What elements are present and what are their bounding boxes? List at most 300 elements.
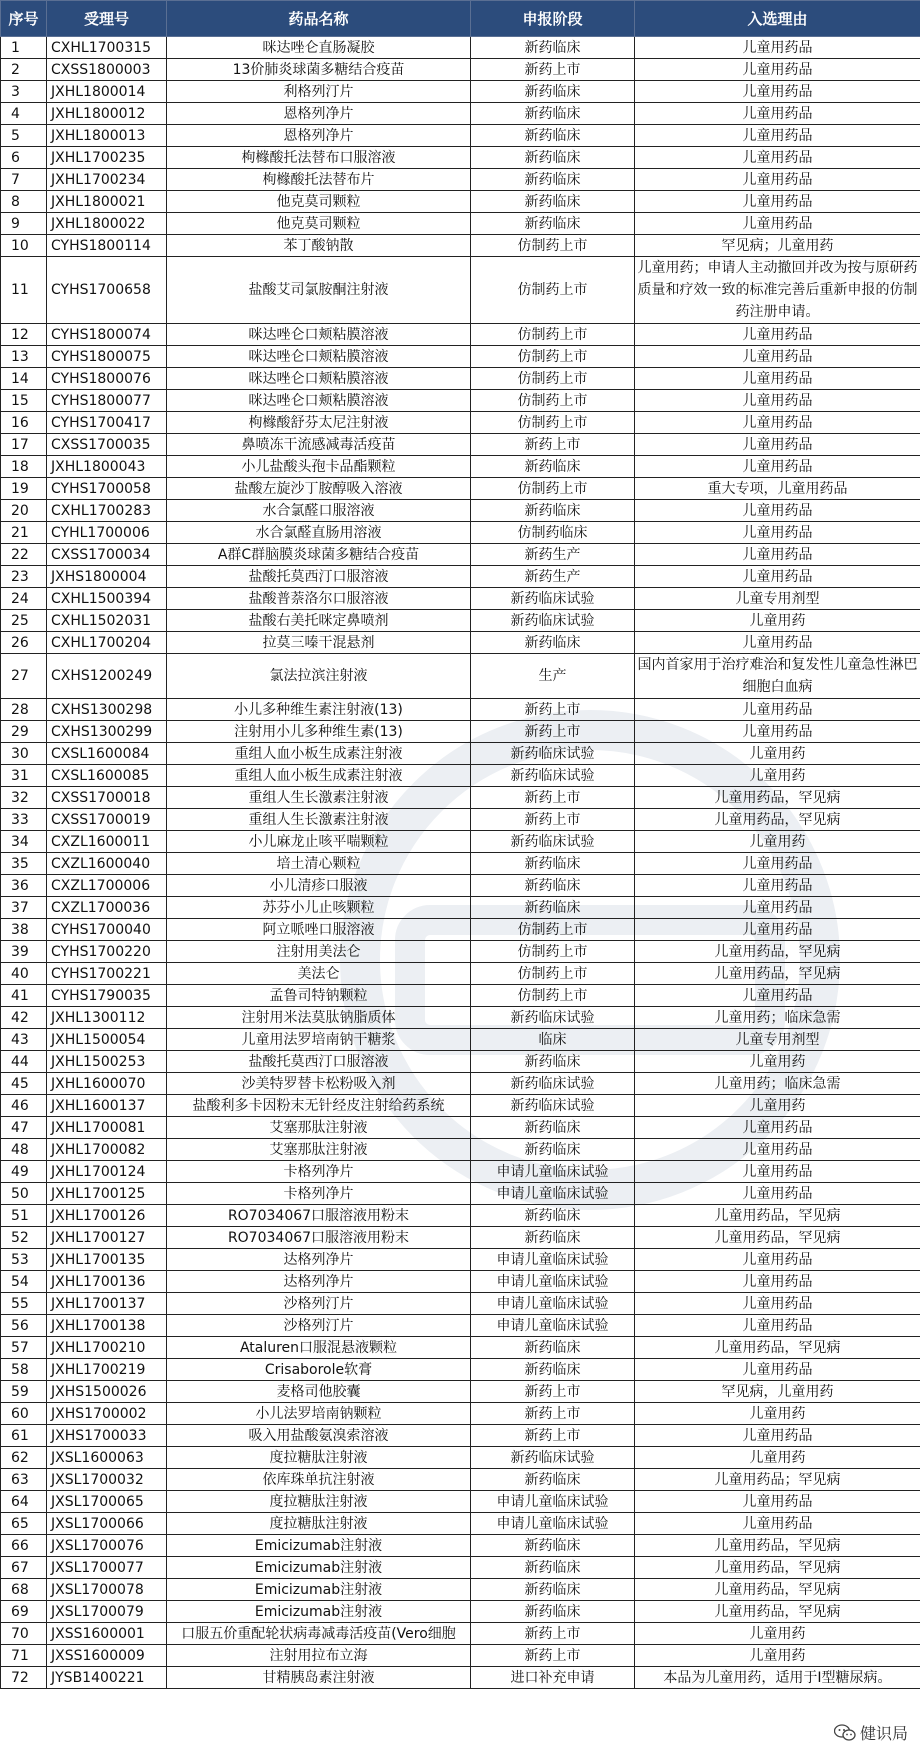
stage-cell: 仿制药上市 <box>471 324 635 346</box>
table-row <box>1 456 920 478</box>
table-row <box>1 1271 920 1293</box>
drug-name-cell: 卡格列净片 <box>167 1161 471 1183</box>
index-cell: 16 <box>1 412 47 434</box>
acceptance-no-cell: CYHS1700220 <box>47 941 167 963</box>
reason-cell: 儿童用药品，罕见病 <box>635 1535 920 1557</box>
reason-cell: 儿童用药品 <box>635 1183 920 1205</box>
index-cell: 53 <box>1 1249 47 1271</box>
table-row <box>1 1315 920 1337</box>
index-cell: 20 <box>1 500 47 522</box>
stage-cell: 仿制药临床 <box>471 522 635 544</box>
stage-cell: 新药生产 <box>471 566 635 588</box>
index-cell: 40 <box>1 963 47 985</box>
acceptance-no-cell: CXHL1700315 <box>47 37 167 59</box>
acceptance-no-cell: JXHL1700138 <box>47 1315 167 1337</box>
stage-cell: 新药临床试验 <box>471 1447 635 1469</box>
stage-cell: 新药上市 <box>471 809 635 831</box>
table-row <box>1 1161 920 1183</box>
reason-cell: 本品为儿童用药，适用于I型糖尿病。 <box>635 1667 920 1689</box>
acceptance-no-cell: JXHL1700219 <box>47 1359 167 1381</box>
index-cell: 69 <box>1 1601 47 1623</box>
index-cell: 38 <box>1 919 47 941</box>
index-cell: 25 <box>1 610 47 632</box>
reason-cell: 罕见病，儿童用药 <box>635 1381 920 1403</box>
acceptance-no-cell: JXHL1800021 <box>47 191 167 213</box>
index-cell: 51 <box>1 1205 47 1227</box>
acceptance-no-cell: CXSS1700018 <box>47 787 167 809</box>
index-cell: 29 <box>1 721 47 743</box>
acceptance-no-cell: JXHS1500026 <box>47 1381 167 1403</box>
acceptance-no-cell: JXHL1500054 <box>47 1029 167 1051</box>
index-cell: 66 <box>1 1535 47 1557</box>
reason-cell: 儿童用药 <box>635 1403 920 1425</box>
acceptance-no-cell: CXHL1700283 <box>47 500 167 522</box>
table-row <box>1 1403 920 1425</box>
index-cell: 27 <box>1 654 47 699</box>
index-cell: 67 <box>1 1557 47 1579</box>
drug-name-cell: 恩格列净片 <box>167 103 471 125</box>
reason-cell: 儿童用药品，罕见病 <box>635 1557 920 1579</box>
index-cell: 30 <box>1 743 47 765</box>
index-cell: 41 <box>1 985 47 1007</box>
table-row <box>1 566 920 588</box>
table-row <box>1 809 920 831</box>
drug-name-cell: 咪达唑仑口颊粘膜溶液 <box>167 324 471 346</box>
drug-name-cell: 沙格列汀片 <box>167 1293 471 1315</box>
drug-name-cell: 小儿多种维生素注射液(13) <box>167 699 471 721</box>
acceptance-no-cell: CYHL1700006 <box>47 522 167 544</box>
table-row <box>1 831 920 853</box>
table-row <box>1 1645 920 1667</box>
stage-cell: 新药临床 <box>471 1359 635 1381</box>
acceptance-no-cell: JXHL1800022 <box>47 213 167 235</box>
drug-name-cell: 枸橼酸托法替布片 <box>167 169 471 191</box>
reason-cell: 儿童用药品，罕见病 <box>635 1227 920 1249</box>
table-row <box>1 1183 920 1205</box>
table-row <box>1 1359 920 1381</box>
drug-name-cell: A群C群脑膜炎球菌多糖结合疫苗 <box>167 544 471 566</box>
drug-name-cell: 氯法拉滨注射液 <box>167 654 471 699</box>
table-row <box>1 721 920 743</box>
table-row <box>1 522 920 544</box>
acceptance-no-cell: CXZL1600011 <box>47 831 167 853</box>
index-cell: 18 <box>1 456 47 478</box>
index-cell: 21 <box>1 522 47 544</box>
acceptance-no-cell: JXHL1800012 <box>47 103 167 125</box>
stage-cell: 新药上市 <box>471 59 635 81</box>
stage-cell: 新药临床 <box>471 1579 635 1601</box>
stage-cell: 仿制药上市 <box>471 368 635 390</box>
stage-cell: 仿制药上市 <box>471 941 635 963</box>
acceptance-no-cell: JXHL1700126 <box>47 1205 167 1227</box>
table-row <box>1 1051 920 1073</box>
table-row <box>1 103 920 125</box>
index-cell: 3 <box>1 81 47 103</box>
reason-cell: 儿童用药品 <box>635 897 920 919</box>
table-row <box>1 257 920 324</box>
index-cell: 7 <box>1 169 47 191</box>
wechat-icon <box>834 1724 856 1742</box>
table-row <box>1 434 920 456</box>
stage-cell: 新药临床试验 <box>471 831 635 853</box>
stage-cell: 申请儿童临床试验 <box>471 1183 635 1205</box>
reason-cell: 儿童用药品 <box>635 1117 920 1139</box>
index-cell: 34 <box>1 831 47 853</box>
drug-name-cell: 注射用米法莫肽钠脂质体 <box>167 1007 471 1029</box>
drug-name-cell: 沙美特罗替卡松粉吸入剂 <box>167 1073 471 1095</box>
reason-cell: 儿童用药品 <box>635 368 920 390</box>
table-row <box>1 346 920 368</box>
index-cell: 15 <box>1 390 47 412</box>
drug-name-cell: Emicizumab注射液 <box>167 1579 471 1601</box>
acceptance-no-cell: CYHS1800076 <box>47 368 167 390</box>
index-cell: 28 <box>1 699 47 721</box>
acceptance-no-cell: CXSS1700034 <box>47 544 167 566</box>
reason-cell: 儿童用药品 <box>635 412 920 434</box>
table-row <box>1 1425 920 1447</box>
drug-name-cell: 卡格列净片 <box>167 1183 471 1205</box>
acceptance-no-cell: JXHS1800004 <box>47 566 167 588</box>
reason-cell: 儿童用药 <box>635 1645 920 1667</box>
reason-cell: 儿童用药品，罕见病 <box>635 787 920 809</box>
index-cell: 1 <box>1 37 47 59</box>
stage-cell: 仿制药上市 <box>471 963 635 985</box>
stage-cell: 新药临床 <box>471 853 635 875</box>
stage-cell: 仿制药上市 <box>471 390 635 412</box>
stage-cell: 新药上市 <box>471 1403 635 1425</box>
acceptance-no-cell: CYHS1700040 <box>47 919 167 941</box>
reason-cell: 儿童用药品，罕见病 <box>635 1205 920 1227</box>
reason-cell: 儿童用药品；罕见病 <box>635 1469 920 1491</box>
header-stage: 申报阶段 <box>471 1 635 37</box>
index-cell: 71 <box>1 1645 47 1667</box>
index-cell: 31 <box>1 765 47 787</box>
header-index: 序号 <box>1 1 47 37</box>
drug-name-cell: Emicizumab注射液 <box>167 1557 471 1579</box>
reason-cell: 儿童用药；申请人主动撤回并改为按与原研药质量和疗效一致的标准完善后重新申报的仿制药注册申请。 <box>635 257 920 324</box>
table-row <box>1 941 920 963</box>
acceptance-no-cell: CYHS1800077 <box>47 390 167 412</box>
drug-name-cell: 小儿法罗培南钠颗粒 <box>167 1403 471 1425</box>
acceptance-no-cell: JXHL1300112 <box>47 1007 167 1029</box>
acceptance-no-cell: JXHL1700127 <box>47 1227 167 1249</box>
stage-cell: 新药上市 <box>471 1425 635 1447</box>
table-row <box>1 1491 920 1513</box>
stage-cell: 新药临床 <box>471 1601 635 1623</box>
reason-cell: 儿童用药品 <box>635 985 920 1007</box>
drug-name-cell: 儿童用法罗培南钠干糖浆 <box>167 1029 471 1051</box>
reason-cell: 儿童用药品 <box>635 632 920 654</box>
stage-cell: 新药临床 <box>471 1051 635 1073</box>
table-row <box>1 875 920 897</box>
table-row <box>1 1337 920 1359</box>
stage-cell: 新药临床 <box>471 500 635 522</box>
drug-name-cell: 水合氯醛直肠用溶液 <box>167 522 471 544</box>
drug-name-cell: Emicizumab注射液 <box>167 1601 471 1623</box>
stage-cell: 新药临床 <box>471 632 635 654</box>
reason-cell: 儿童用药品 <box>635 59 920 81</box>
table-row <box>1 1073 920 1095</box>
acceptance-no-cell: JXHL1700125 <box>47 1183 167 1205</box>
reason-cell: 儿童用药品 <box>635 1249 920 1271</box>
table-row <box>1 478 920 500</box>
stage-cell: 申请儿童临床试验 <box>471 1513 635 1535</box>
acceptance-no-cell: CYHS1800074 <box>47 324 167 346</box>
drug-name-cell: 恩格列净片 <box>167 125 471 147</box>
index-cell: 45 <box>1 1073 47 1095</box>
stage-cell: 仿制药上市 <box>471 478 635 500</box>
reason-cell: 儿童用药品 <box>635 169 920 191</box>
table-row <box>1 390 920 412</box>
reason-cell: 国内首家用于治疗难治和复发性儿童急性淋巴细胞白血病 <box>635 654 920 699</box>
index-cell: 55 <box>1 1293 47 1315</box>
stage-cell: 新药临床 <box>471 37 635 59</box>
reason-cell: 儿童用药品 <box>635 37 920 59</box>
index-cell: 14 <box>1 368 47 390</box>
reason-cell: 罕见病；儿童用药 <box>635 235 920 257</box>
index-cell: 32 <box>1 787 47 809</box>
index-cell: 52 <box>1 1227 47 1249</box>
acceptance-no-cell: JXSL1600063 <box>47 1447 167 1469</box>
table-row <box>1 1447 920 1469</box>
index-cell: 64 <box>1 1491 47 1513</box>
table-row <box>1 1513 920 1535</box>
table-row <box>1 1293 920 1315</box>
reason-cell: 儿童用药品 <box>635 1513 920 1535</box>
table-row <box>1 985 920 1007</box>
drug-name-cell: 沙格列汀片 <box>167 1315 471 1337</box>
acceptance-no-cell: JYSB1400221 <box>47 1667 167 1689</box>
acceptance-no-cell: CXSS1700035 <box>47 434 167 456</box>
table-row <box>1 368 920 390</box>
acceptance-no-cell: JXSL1700077 <box>47 1557 167 1579</box>
index-cell: 58 <box>1 1359 47 1381</box>
watermark-text: 健识局 <box>859 1724 908 1743</box>
acceptance-no-cell: CYHS1700221 <box>47 963 167 985</box>
reason-cell: 儿童用药品 <box>635 1359 920 1381</box>
drug-name-cell: 盐酸利多卡因粉末无针经皮注射给药系统 <box>167 1095 471 1117</box>
index-cell: 10 <box>1 235 47 257</box>
stage-cell: 新药临床试验 <box>471 1073 635 1095</box>
reason-cell: 儿童用药品 <box>635 147 920 169</box>
drug-name-cell: 达格列净片 <box>167 1271 471 1293</box>
drug-name-cell: 度拉糖肽注射液 <box>167 1513 471 1535</box>
stage-cell: 新药临床 <box>471 456 635 478</box>
stage-cell: 仿制药上市 <box>471 257 635 324</box>
table-row <box>1 699 920 721</box>
drug-name-cell: 鼻喷冻干流感减毒活疫苗 <box>167 434 471 456</box>
reason-cell: 儿童用药品 <box>635 566 920 588</box>
acceptance-no-cell: JXHL1700235 <box>47 147 167 169</box>
stage-cell: 新药临床 <box>471 1557 635 1579</box>
acceptance-no-cell: JXHL1500253 <box>47 1051 167 1073</box>
acceptance-no-cell: CXZL1700036 <box>47 897 167 919</box>
index-cell: 60 <box>1 1403 47 1425</box>
reason-cell: 儿童用药品 <box>635 191 920 213</box>
index-cell: 48 <box>1 1139 47 1161</box>
reason-cell: 儿童用药品 <box>635 500 920 522</box>
reason-cell: 儿童用药品，罕见病 <box>635 941 920 963</box>
drug-name-cell: 咪达唑仑口颊粘膜溶液 <box>167 346 471 368</box>
stage-cell: 申请儿童临床试验 <box>471 1293 635 1315</box>
table-row <box>1 1095 920 1117</box>
index-cell: 5 <box>1 125 47 147</box>
table-row <box>1 610 920 632</box>
stage-cell: 新药临床试验 <box>471 588 635 610</box>
stage-cell: 新药临床 <box>471 897 635 919</box>
drug-name-cell: 艾塞那肽注射液 <box>167 1139 471 1161</box>
table-row <box>1 1601 920 1623</box>
acceptance-no-cell: CXHS1300299 <box>47 721 167 743</box>
reason-cell: 儿童用药品 <box>635 1271 920 1293</box>
acceptance-no-cell: JXHL1700234 <box>47 169 167 191</box>
reason-cell: 儿童用药品 <box>635 103 920 125</box>
stage-cell: 新药临床 <box>471 1535 635 1557</box>
table-row <box>1 765 920 787</box>
stage-cell: 仿制药上市 <box>471 346 635 368</box>
stage-cell: 新药临床 <box>471 875 635 897</box>
table-row <box>1 412 920 434</box>
index-cell: 11 <box>1 257 47 324</box>
drug-name-cell: 小儿清疹口服液 <box>167 875 471 897</box>
reason-cell: 儿童用药品 <box>635 919 920 941</box>
reason-cell: 儿童用药品，罕见病 <box>635 809 920 831</box>
table-row <box>1 588 920 610</box>
table-row <box>1 1535 920 1557</box>
table-row <box>1 1139 920 1161</box>
table-row <box>1 654 920 699</box>
table-row <box>1 235 920 257</box>
table-row <box>1 37 920 59</box>
index-cell: 72 <box>1 1667 47 1689</box>
drug-name-cell: 甘精胰岛素注射液 <box>167 1667 471 1689</box>
table-row <box>1 500 920 522</box>
acceptance-no-cell: CXSS1700019 <box>47 809 167 831</box>
acceptance-no-cell: JXHL1700082 <box>47 1139 167 1161</box>
reason-cell: 儿童用药品 <box>635 875 920 897</box>
drug-name-cell: 达格列净片 <box>167 1249 471 1271</box>
stage-cell: 新药临床 <box>471 125 635 147</box>
stage-cell: 新药临床 <box>471 1117 635 1139</box>
reason-cell: 儿童用药 <box>635 1623 920 1645</box>
stage-cell: 新药临床 <box>471 1469 635 1491</box>
reason-cell: 儿童用药 <box>635 765 920 787</box>
table-row <box>1 1557 920 1579</box>
reason-cell: 儿童用药 <box>635 1447 920 1469</box>
acceptance-no-cell: JXHL1700137 <box>47 1293 167 1315</box>
index-cell: 22 <box>1 544 47 566</box>
acceptance-no-cell: JXSL1700076 <box>47 1535 167 1557</box>
table-row <box>1 919 920 941</box>
stage-cell: 新药临床 <box>471 1205 635 1227</box>
drug-name-cell: 苯丁酸钠散 <box>167 235 471 257</box>
reason-cell: 儿童用药；临床急需 <box>635 1073 920 1095</box>
reason-cell: 儿童用药品 <box>635 1161 920 1183</box>
index-cell: 70 <box>1 1623 47 1645</box>
drug-name-cell: 枸橼酸舒芬太尼注射液 <box>167 412 471 434</box>
index-cell: 42 <box>1 1007 47 1029</box>
index-cell: 23 <box>1 566 47 588</box>
stage-cell: 新药临床试验 <box>471 610 635 632</box>
table-row <box>1 963 920 985</box>
header-acceptance-no: 受理号 <box>47 1 167 37</box>
stage-cell: 新药上市 <box>471 787 635 809</box>
drug-name-cell: 苏芬小儿止咳颗粒 <box>167 897 471 919</box>
index-cell: 47 <box>1 1117 47 1139</box>
table-row <box>1 544 920 566</box>
drug-name-cell: 拉莫三嗪干混悬剂 <box>167 632 471 654</box>
reason-cell: 儿童用药品 <box>635 456 920 478</box>
acceptance-no-cell: JXHL1700135 <box>47 1249 167 1271</box>
drug-name-cell: 他克莫司颗粒 <box>167 213 471 235</box>
reason-cell: 儿童用药 <box>635 831 920 853</box>
acceptance-no-cell: JXHL1600137 <box>47 1095 167 1117</box>
stage-cell: 新药上市 <box>471 721 635 743</box>
drug-name-cell: 水合氯醛口服溶液 <box>167 500 471 522</box>
reason-cell: 儿童用药品 <box>635 522 920 544</box>
drug-name-cell: 重组人血小板生成素注射液 <box>167 743 471 765</box>
stage-cell: 新药临床 <box>471 1139 635 1161</box>
index-cell: 59 <box>1 1381 47 1403</box>
table-row <box>1 1381 920 1403</box>
acceptance-no-cell: JXSL1700066 <box>47 1513 167 1535</box>
acceptance-no-cell: CXHS1300298 <box>47 699 167 721</box>
reason-cell: 儿童专用剂型 <box>635 588 920 610</box>
drug-name-cell: Emicizumab注射液 <box>167 1535 471 1557</box>
acceptance-no-cell: CYHS1800075 <box>47 346 167 368</box>
drug-name-cell: 度拉糖肽注射液 <box>167 1491 471 1513</box>
reason-cell: 儿童用药 <box>635 743 920 765</box>
acceptance-no-cell: JXSL1700065 <box>47 1491 167 1513</box>
acceptance-no-cell: JXSS1600009 <box>47 1645 167 1667</box>
stage-cell: 新药临床 <box>471 1227 635 1249</box>
drug-name-cell: 盐酸托莫西汀口服溶液 <box>167 1051 471 1073</box>
index-cell: 54 <box>1 1271 47 1293</box>
acceptance-no-cell: CXSL1600084 <box>47 743 167 765</box>
acceptance-no-cell: JXSS1600001 <box>47 1623 167 1645</box>
acceptance-no-cell: CXZL1700006 <box>47 875 167 897</box>
drug-name-cell: 他克莫司颗粒 <box>167 191 471 213</box>
drug-name-cell: 盐酸右美托咪定鼻喷剂 <box>167 610 471 632</box>
reason-cell: 儿童用药品 <box>635 544 920 566</box>
index-cell: 2 <box>1 59 47 81</box>
table-row <box>1 1469 920 1491</box>
acceptance-no-cell: JXHL1800043 <box>47 456 167 478</box>
stage-cell: 申请儿童临床试验 <box>471 1271 635 1293</box>
stage-cell: 仿制药上市 <box>471 985 635 1007</box>
index-cell: 8 <box>1 191 47 213</box>
stage-cell: 新药临床 <box>471 191 635 213</box>
stage-cell: 新药临床试验 <box>471 1095 635 1117</box>
acceptance-no-cell: CYHS1800114 <box>47 235 167 257</box>
index-cell: 62 <box>1 1447 47 1469</box>
index-cell: 46 <box>1 1095 47 1117</box>
acceptance-no-cell: JXHL1800013 <box>47 125 167 147</box>
table-row <box>1 1007 920 1029</box>
acceptance-no-cell: CXSS1800003 <box>47 59 167 81</box>
drug-name-cell: 咪达唑仑直肠凝胶 <box>167 37 471 59</box>
table-row <box>1 147 920 169</box>
index-cell: 6 <box>1 147 47 169</box>
table-row <box>1 853 920 875</box>
drug-name-cell: 小儿盐酸头孢卡品酯颗粒 <box>167 456 471 478</box>
reason-cell: 儿童用药品 <box>635 721 920 743</box>
drug-name-cell: 孟鲁司特钠颗粒 <box>167 985 471 1007</box>
acceptance-no-cell: CXSL1600085 <box>47 765 167 787</box>
drug-name-cell: 美法仑 <box>167 963 471 985</box>
stage-cell: 申请儿童临床试验 <box>471 1161 635 1183</box>
table-row <box>1 743 920 765</box>
